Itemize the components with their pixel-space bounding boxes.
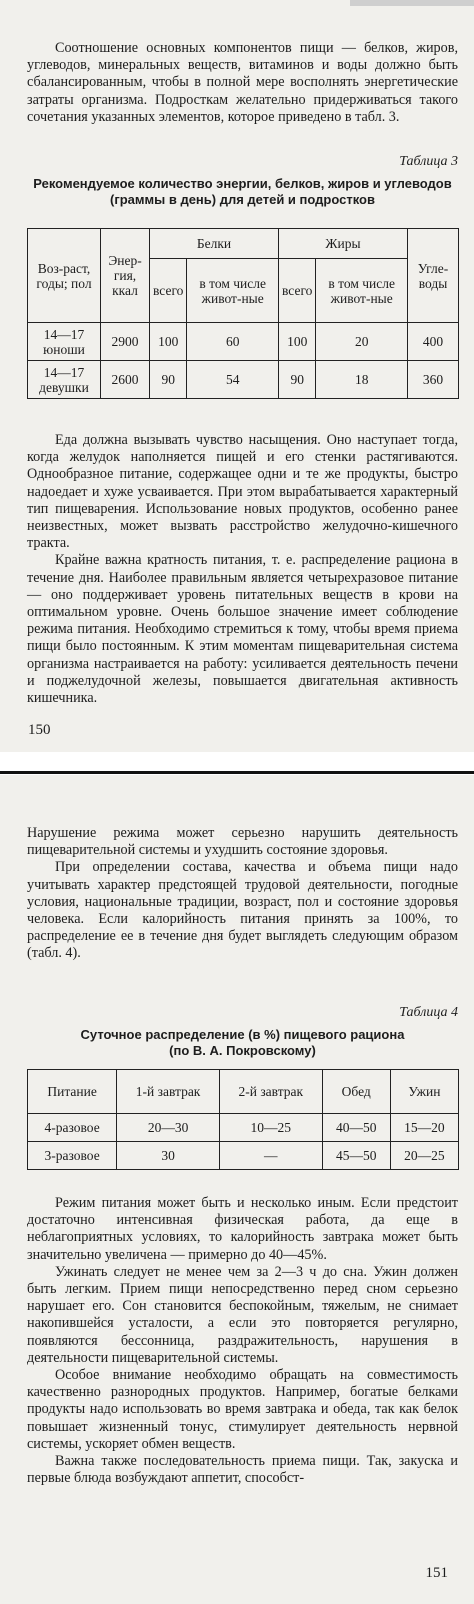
table3-title: Рекомендуемое количество энергии, белков, жиров и углеводов (граммы в день) для детей и подростков [33,176,452,207]
table4-header: Обед [322,1070,390,1114]
page-number: 150 [28,722,51,738]
body-text-151-top [27,825,458,963]
table4-title: Суточное распределение (в %) пищевого рациона (по В. А. Покровскому) [80,1027,405,1058]
table4-cell: 20—25 [390,1142,458,1170]
page-150 [0,0,474,752]
table3-cell: 20 [316,323,408,361]
paragraph: Крайне важна кратность питания, т. е. распределение рациона в течение дня. Наиболее правильным является четырехразовое питание — оно поддерживает уровень питательных веществ в крови на оптимальном уровне. Очень большое значение имеет соблюдение режима питания. Необходимо стремиться к тому, чтобы время приема пищи было постоянным. К этим моментам пищеварительная система организма настраивается на работу: усиливается деятельность печени и поджелудочной железы, повышается двигательная активность кишечника. [27,552,458,707]
table3-header-energy: Энер-гия, ккал [101,229,150,323]
table-row [28,361,459,399]
table4-cell: — [219,1142,322,1170]
table4-header: Ужин [390,1070,458,1114]
table-row [28,323,459,361]
paragraph: При определении состава, качества и объема пищи надо учитывать характер предстоящей трудовой деятельности, погодные условия, национальные традиции, возраст, пол и состояние здоровья человека. Если калорийность питания принять за 100%, то распределение ее в течение дня будет выглядеть следующим образом (табл. 4). [27,859,458,962]
page-divider [0,771,474,774]
table3-header-fats: Жиры [279,229,408,259]
table4-header: 1-й завтрак [117,1070,220,1114]
table3-cell: 14—17 юноши [28,323,101,361]
table3-cell: 2900 [101,323,150,361]
table4-caption: Таблица 4 [399,1005,458,1020]
table3-sub-proteins-total: всего [150,259,187,323]
table4-cell: 10—25 [219,1114,322,1142]
page-151 [0,775,474,1604]
table-row [28,1142,459,1170]
table3-header-carbs: Угле-воды [408,229,459,323]
table3-cell: 90 [150,361,187,399]
table3-cell: 2600 [101,361,150,399]
table-row [28,1114,459,1142]
table3-header-proteins: Белки [150,229,279,259]
table3-cell: 90 [279,361,316,399]
table3-sub-proteins-animal: в том числе живот-ные [187,259,279,323]
paragraph: Важна также последовательность приема пищи. Так, закуска и первые блюда возбуждают аппетит, способст- [27,1453,458,1487]
table3-caption: Таблица 3 [399,154,458,169]
table4-cell: 15—20 [390,1114,458,1142]
table4-cell: 30 [117,1142,220,1170]
body-text-150 [27,432,458,707]
table3-cell: 60 [187,323,279,361]
page-number: 151 [425,1565,448,1581]
table3-header-age: Воз-раст, годы; пол [28,229,101,323]
table4-header: 2-й завтрак [219,1070,322,1114]
table4-cell: 20—30 [117,1114,220,1142]
intro-paragraph: Соотношение основных компонентов пищи — белков, жиров, углеводов, минеральных веществ, витаминов и воды должно быть сбалансированным, чтобы в полной мере восполнять энергетические затраты организма. Подросткам желательно придерживаться такого сочетания указанных элементов, которое приведено в табл. 3. [27,40,458,125]
paragraph: Режим питания может быть и несколько иным. Если предстоит достаточно интенсивная физическая работа, да еще в неблагоприятных условиях, то калорийность завтрака может быть значительно увеличена — примерно до 40—45%. [27,1195,458,1263]
table4 [27,1069,459,1170]
table4-cell: 4-разовое [28,1114,117,1142]
table3-cell: 54 [187,361,279,399]
table3-cell: 400 [408,323,459,361]
table4-header: Питание [28,1070,117,1114]
table3 [27,228,459,399]
paragraph: Ужинать следует не менее чем за 2—3 ч до сна. Ужин должен быть легким. Прием пищи непосредственно перед сном серьезно нарушает его. Сон становится беспокойным, тяжелым, не снимает накопившейся усталости, а если это повторяется регулярно, появляются бессонница, раздражительность, нарушения в деятельности пищеварительной системы. [27,1263,458,1366]
table3-cell: 100 [150,323,187,361]
paragraph: Особое внимание необходимо обращать на совместимость качественно разнородных продуктов. Например, богатые белками продукты надо использовать во время завтрака и обеда, так как белок повышает жизненный тонус, стимулирует деятельность нервной системы, ускоряет обмен веществ. [27,1367,458,1452]
table3-cell: 100 [279,323,316,361]
paragraph: Еда должна вызывать чувство насыщения. Оно наступает тогда, когда желудок наполняется пищей и его стенки растягиваются. Однообразное питание, содержащее одни и те же продукты, быстро надоедает и хуже усваивается. При этом вырабатывается характерный тип пищеварения. Использование новых продуктов, особенно ранее неизвестных, может вызвать расстройство желудочно-кишечного тракта. [27,432,458,552]
table3-cell: 18 [316,361,408,399]
table3-cell: 14—17 девушки [28,361,101,399]
paragraph: Нарушение режима может серьезно нарушить деятельность пищеварительной системы и ухудшить состояние здоровья. [27,825,458,859]
table4-cell: 40—50 [322,1114,390,1142]
table3-cell: 360 [408,361,459,399]
table4-cell: 3-разовое [28,1142,117,1170]
table3-sub-fats-total: всего [279,259,316,323]
table3-sub-fats-animal: в том числе живот-ные [316,259,408,323]
body-text-151-bottom [27,1195,458,1487]
table4-cell: 45—50 [322,1142,390,1170]
